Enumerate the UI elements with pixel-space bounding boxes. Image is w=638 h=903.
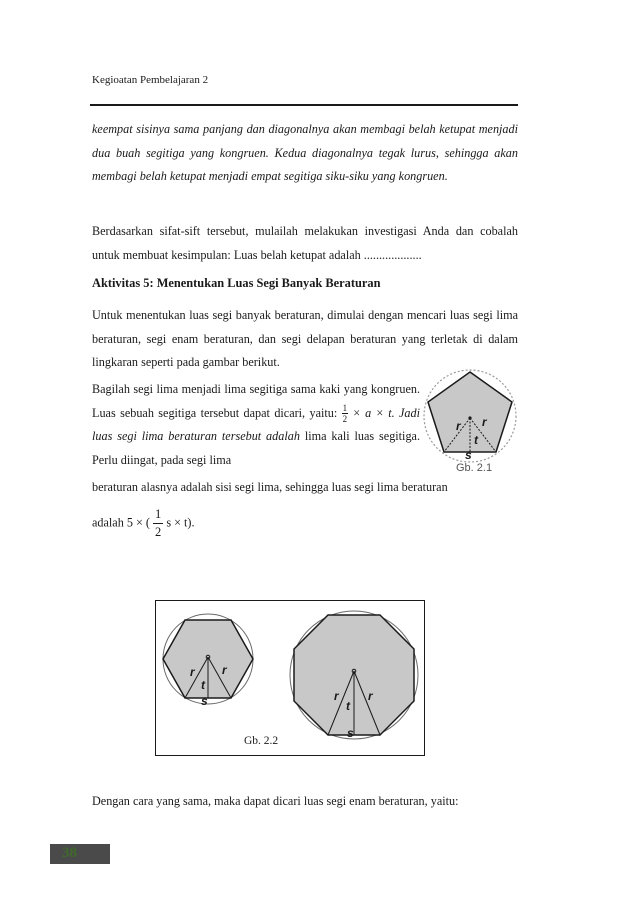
hex-label-r-right: r <box>222 663 227 677</box>
header-rule <box>90 104 518 106</box>
page-number-bar <box>50 844 110 864</box>
fraction-numerator: 1 <box>342 403 348 414</box>
figure-1-caption: Gb. 2.1 <box>456 462 493 474</box>
area-half-fraction <box>153 506 163 541</box>
oct-label-t: t <box>346 699 350 713</box>
label-r-left: r <box>456 419 461 433</box>
pentagon-area-formula <box>92 506 518 541</box>
oct-label-s: s <box>347 726 354 740</box>
area-fraction-denominator: 2 <box>155 525 162 539</box>
pentagon-text-b: lima kali luas segitiga. Perlu diingat, pada segi lima <box>92 429 420 467</box>
pentagon-paragraph <box>92 378 420 472</box>
label-r-right: r <box>482 415 487 429</box>
hexagon-octagon-figure <box>156 601 424 755</box>
label-t: t <box>474 433 478 447</box>
intro-paragraph: Berdasarkan sifat-sift tersebut, mulailah melakukan investigasi Anda dan cobalah untuk membuat kesimpulan: Luas belah ketupat adalah ................... <box>92 224 518 262</box>
label-s: s <box>465 448 472 462</box>
intro-italic-paragraph: keempat sisinya sama panjang dan diagonalnya akan membagi belah ketupat menjadi dua buah segitiga yang kongruen. Kedua diagonalnya tegak lurus, sehingga akan membagi belah ketupat menjadi empat segitiga siku-siku yang kongruen. <box>92 122 518 183</box>
oct-label-r-left: r <box>334 689 339 703</box>
polygons-figure-frame <box>155 600 425 756</box>
area-suffix: s × t). <box>166 515 195 530</box>
triangle-area-formula: × a × t. Jadi luas segi lima beraturan tersebut adalah <box>92 405 420 443</box>
hex-label-r-left: r <box>190 665 195 679</box>
pentagon-text-c: beraturan alasnya adalah sisi segi lima, sehingga luas segi lima beraturan <box>92 480 448 494</box>
page-number: 38 <box>62 845 77 861</box>
oct-label-r-right: r <box>368 689 373 703</box>
center-point <box>468 416 471 419</box>
closing-paragraph: Dengan cara yang sama, maka dapat dicari luas segi enam beraturan, yaitu: <box>92 794 459 808</box>
area-prefix: adalah 5 × ( <box>92 515 150 530</box>
pentagon-text-a: Bagilah segi lima menjadi lima segitiga sama kaki yang kongruen. Luas sebuah segitiga tersebut dapat dicari, yaitu: <box>92 382 420 420</box>
hex-label-s: s <box>201 694 208 708</box>
area-fraction-numerator: 1 <box>153 506 163 524</box>
hex-label-t: t <box>201 678 205 692</box>
activity-heading: Aktivitas 5: Menentukan Luas Segi Banyak Beraturan <box>92 276 381 290</box>
fraction-denominator: 2 <box>342 414 348 425</box>
activity-paragraph-1: Untuk menentukan luas segi banyak beraturan, dimulai dengan mencari luas segi lima beraturan, segi enam beraturan, dan segi delapan beraturan yang terletak di dalam lingkaran seperti pada gambar berikut. <box>92 308 518 369</box>
running-header: Kegioatan Pembelajaran 2 <box>92 74 209 86</box>
figure-2-caption: Gb. 2.2 <box>244 735 279 747</box>
